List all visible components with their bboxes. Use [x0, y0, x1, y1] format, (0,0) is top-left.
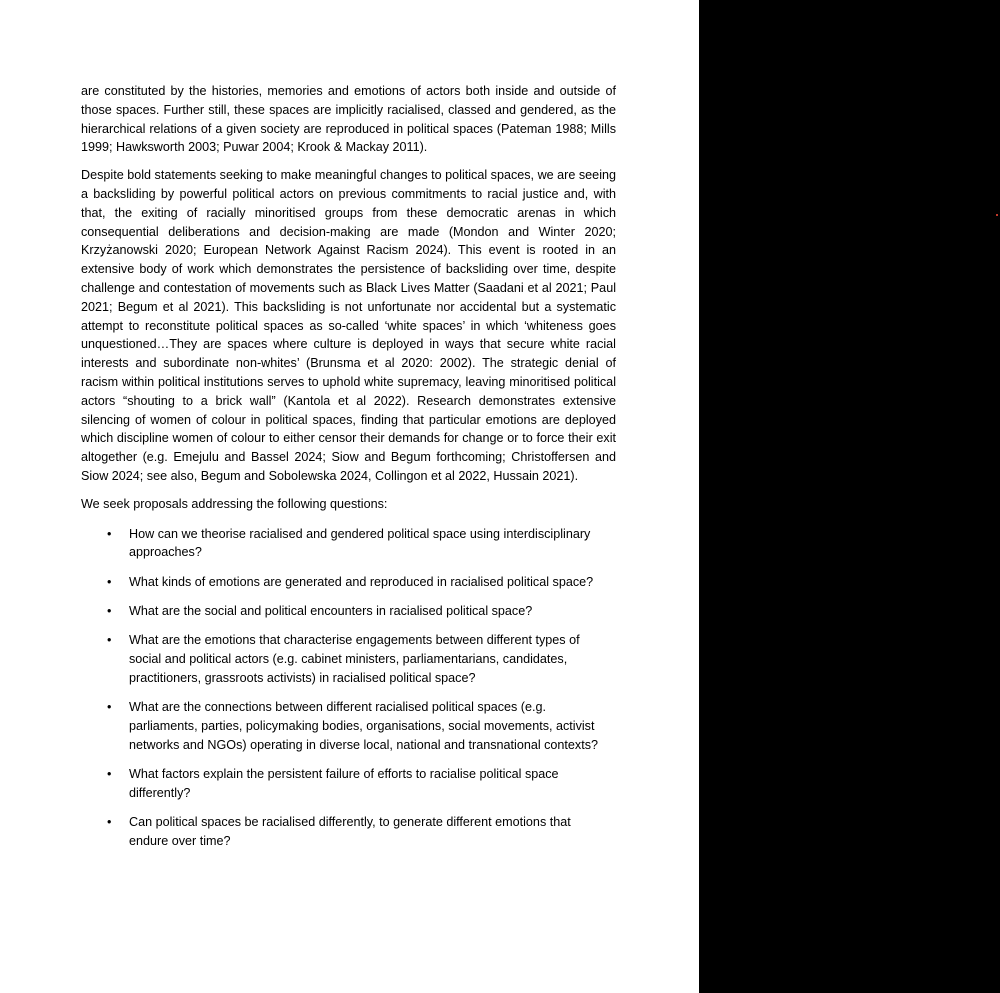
bullet-icon: •	[107, 815, 112, 830]
body-paragraph-1: are constituted by the histories, memories and emotions of actors both inside and outside of those spaces. Further still, these spaces are implicitly racialised, classed and gendered, as the hierarchical relations of a given society are reproduced in political spaces (Pateman 1988; Mills 1999; Hawksworth 2003; Puwar 2004; Krook & Mackay 2011).	[81, 84, 616, 155]
bullet-icon: •	[107, 767, 112, 781]
bullet-icon: •	[107, 700, 112, 715]
body-paragraph-2: Despite bold statements seeking to make meaningful changes to political spaces, we are seeing a backsliding by powerful political actors on previous commitments to racial justice and, with that, the exiting of racially minoritised groups from these democratic arenas in which consequential deliberations and decision-making are made (Mondon and Winter 2020; Krzyżanowski 2020; European Network Against Racism 2024). This event is rooted in an extensive body of work which demonstrates the persistence of backsliding over time, despite challenge and contestation of movements such as Black Lives Matter (Saadani et al 2021; Paul 2021; Begum et al 2021). This backsliding is not unfortunate nor accidental but a systematic attempt to reconstitute political spaces as so-called ‘white spaces’ in which ‘whiteness goes unquestioned…They are spaces where culture is deployed in ways that secure white racial interests and subordinate non-whites’ (Brunsma et al 2020: 2002). The strategic denial of racism within political institutions serves to uphold white supremacy, leaving minoritised political actors “shouting to a brick wall” (Kantola et al 2022). Research demonstrates extensive silencing of women of colour in political spaces, finding that particular emotions are deployed which discipline women of colour to either censor their demands for change or to force their exit altogether (e.g. Emejulu and Bassel 2024; Siow and Begum forthcoming; Christoffersen and Siow 2024; see also, Begum and Sobolewska 2024, Collingon et al 2022, Hussain 2021).	[81, 168, 616, 483]
list-item	[81, 813, 616, 851]
list-item	[81, 765, 616, 803]
bullet-icon: •	[107, 574, 112, 589]
question-text: What are the social and political encounters in racialised political space?	[129, 603, 533, 618]
bullet-icon: •	[107, 526, 112, 541]
questions-list	[81, 525, 616, 851]
bullet-icon: •	[107, 633, 112, 648]
question-text: What factors explain the persistent failure of efforts to racialise political space differently?	[129, 767, 559, 800]
bullet-icon: •	[107, 603, 112, 618]
question-text: Can political spaces be racialised differently, to generate different emotions that endure over time?	[129, 815, 571, 848]
list-item	[81, 573, 616, 592]
question-text: What are the connections between different racialised political spaces (e.g. parliaments, parties, policymaking bodies, organisations, social movements, activist networks and NGOs) operating in diverse local, national and transnational contexts?	[129, 700, 599, 752]
question-text: What kinds of emotions are generated and reproduced in racialised political space?	[129, 574, 594, 589]
question-text: How can we theorise racialised and gendered political space using interdisciplinary approaches?	[129, 526, 591, 560]
cursor-dot	[996, 214, 998, 216]
list-item	[81, 525, 616, 563]
list-item	[81, 602, 616, 621]
list-item	[81, 631, 616, 687]
question-text: What are the emotions that characterise engagements between different types of social and political actors (e.g. cabinet ministers, parliamentarians, candidates, practitioners, grassroots activists) in racialised political space?	[129, 633, 580, 685]
list-item	[81, 698, 616, 754]
document-body	[81, 82, 616, 861]
questions-intro: We seek proposals addressing the following questions:	[81, 496, 388, 511]
